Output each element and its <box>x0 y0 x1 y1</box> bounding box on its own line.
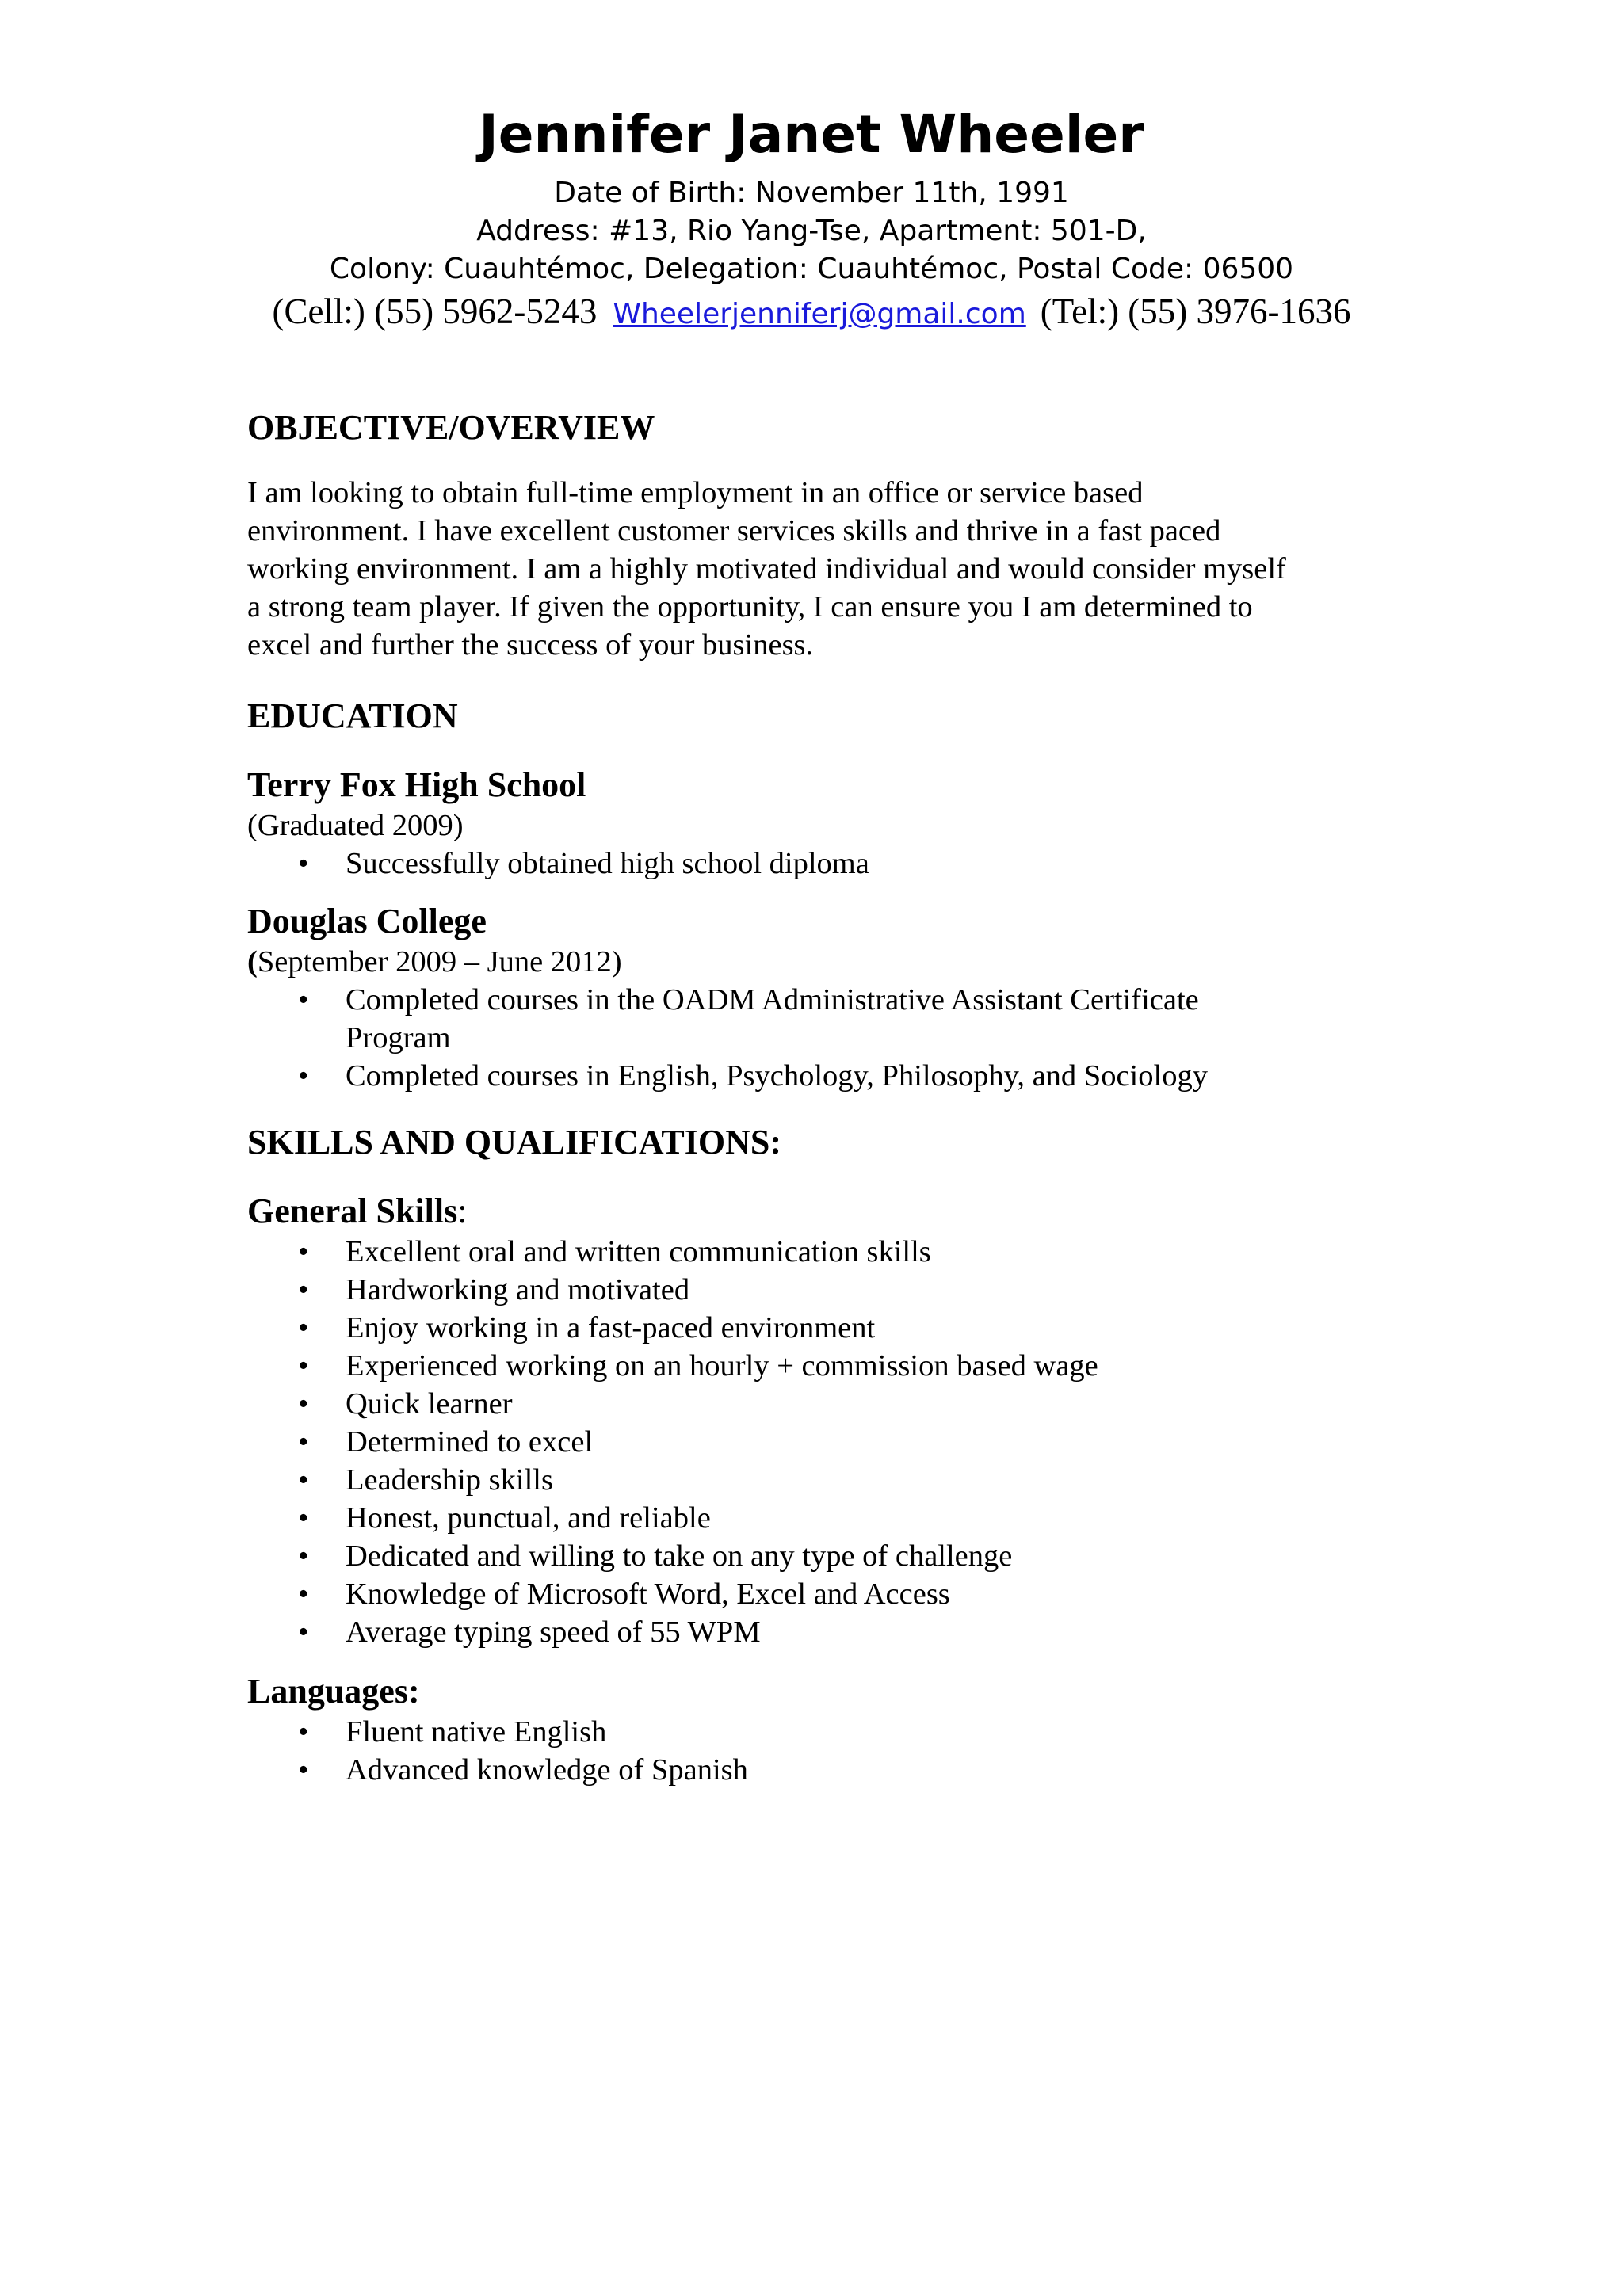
list-item: • Completed courses in the OADM Administrative Assistant Certificate <box>247 981 1388 1019</box>
bullet-icon: • <box>298 1463 309 1497</box>
school-bullets <box>247 845 1388 883</box>
list-item: • Experienced working on an hourly + commission based wage <box>247 1347 1388 1385</box>
list-item: • Enjoy working in a fast-paced environment <box>247 1309 1388 1347</box>
general-skills-list <box>247 1233 1388 1651</box>
contact-line <box>0 290 1623 336</box>
objective-heading: OBJECTIVE/OVERVIEW <box>247 408 655 447</box>
general-skills-heading: General Skills: <box>247 1192 468 1230</box>
bullet-icon: • <box>298 1715 309 1749</box>
bullet-icon: • <box>298 847 309 880</box>
list-item: • Successfully obtained high school diploma <box>247 845 1388 883</box>
list-item: • Average typing speed of 55 WPM <box>247 1613 1388 1651</box>
list-item: • Hardworking and motivated <box>247 1271 1388 1309</box>
resume-header <box>0 95 1623 336</box>
languages-list <box>247 1713 1388 1789</box>
school-bullets <box>247 981 1388 1095</box>
bullet-icon: • <box>298 1059 309 1093</box>
objective-line: I am looking to obtain full-time employment in an office or service based <box>247 476 1144 509</box>
list-item: • Quick learner <box>247 1385 1388 1423</box>
school-dates: (Graduated 2009) <box>247 809 464 842</box>
objective-line: environment. I have excellent customer services skills and thrive in a fast paced <box>247 514 1221 547</box>
list-item: • Leadership skills <box>247 1461 1388 1499</box>
bullet-icon: • <box>298 1539 309 1573</box>
list-item: • Completed courses in English, Psychology, Philosophy, and Sociology <box>247 1057 1388 1095</box>
address-line: Address: #13, Rio Yang-Tse, Apartment: 501-D, <box>476 215 1147 247</box>
resume-body <box>247 404 1388 1789</box>
languages-heading: Languages: <box>247 1672 420 1711</box>
list-item: • Dedicated and willing to take on any type of challenge <box>247 1537 1388 1575</box>
objective-line: excel and further the success of your business. <box>247 628 814 662</box>
bullet-icon: • <box>298 1349 309 1383</box>
objective-line: working environment. I am a highly motivated individual and would consider myself <box>247 552 1286 585</box>
list-item: • Excellent oral and written communication skills <box>247 1233 1388 1271</box>
school-name: Terry Fox High School <box>247 765 586 804</box>
email-link[interactable]: Wheelerjenniferj@gmail.com <box>613 298 1026 330</box>
list-item: • Advanced knowledge of Spanish <box>247 1751 1388 1789</box>
bullet-icon: • <box>298 1311 309 1344</box>
bullet-icon: • <box>298 1615 309 1649</box>
bullet-icon: • <box>298 1387 309 1421</box>
list-item: • Honest, punctual, and reliable <box>247 1499 1388 1537</box>
bullet-icon: • <box>298 1501 309 1535</box>
list-item: • Determined to excel <box>247 1423 1388 1461</box>
education-heading: EDUCATION <box>247 696 458 735</box>
bullet-icon: • <box>298 983 309 1016</box>
bullet-icon: • <box>298 1273 309 1306</box>
date-of-birth: Date of Birth: November 11th, 1991 <box>554 177 1069 209</box>
skills-heading: SKILLS AND QUALIFICATIONS: <box>247 1123 782 1161</box>
list-item: Program <box>346 1021 451 1055</box>
list-item: • Fluent native English <box>247 1713 1388 1751</box>
objective-line: a strong team player. If given the opportunity, I can ensure you I am determined to <box>247 590 1253 624</box>
colony-line: Colony: Cuauhtémoc, Delegation: Cuauhtémoc, Postal Code: 06500 <box>329 253 1294 285</box>
bullet-icon: • <box>298 1577 309 1611</box>
candidate-name: Jennifer Janet Wheeler <box>479 104 1144 165</box>
bullet-icon: • <box>298 1753 309 1787</box>
bullet-icon: • <box>298 1425 309 1459</box>
cell-phone: (Cell:) (55) 5962-5243 <box>272 292 598 331</box>
bullet-icon: • <box>298 1235 309 1268</box>
school-name: Douglas College <box>247 902 487 940</box>
list-item: • Knowledge of Microsoft Word, Excel and Access <box>247 1575 1388 1613</box>
school-dates: (September 2009 – June 2012) <box>247 945 622 978</box>
objective-paragraph <box>247 474 1388 664</box>
tel-phone: (Tel:) (55) 3976-1636 <box>1040 292 1351 331</box>
